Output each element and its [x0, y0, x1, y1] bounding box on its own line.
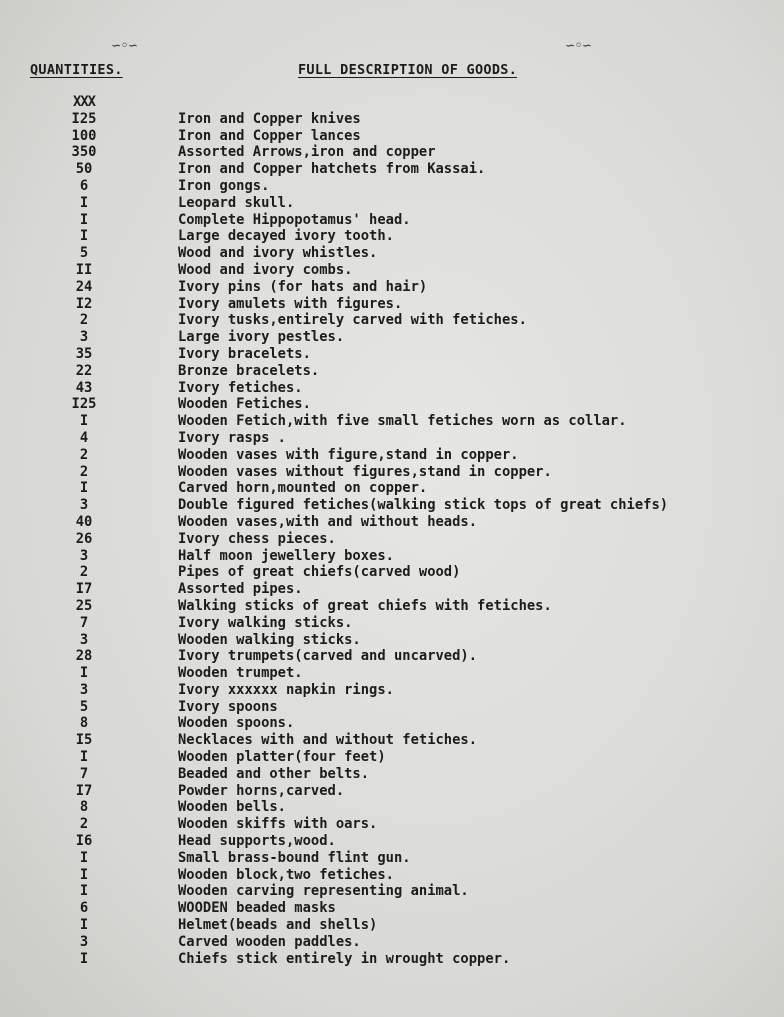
- description-cell: Iron and Copper knives: [178, 110, 361, 127]
- description-cell: Bronze bracelets.: [178, 362, 320, 379]
- description-cell: Wooden trumpet.: [178, 665, 303, 682]
- description-cell: Carved horn,mounted on copper.: [178, 480, 428, 497]
- list-item: [0, 413, 784, 430]
- quantity-cell: I7: [75, 782, 93, 799]
- quantity-cell: 3: [79, 631, 89, 648]
- quantity-cell: 7: [79, 765, 89, 782]
- description-cell: Large decayed ivory tooth.: [178, 228, 394, 245]
- quantity-cell: 2: [79, 446, 89, 463]
- quantity-cell: I: [79, 749, 89, 766]
- list-item: [0, 732, 784, 749]
- quantity-cell: 26: [75, 530, 93, 547]
- description-cell: Small brass-bound flint gun.: [178, 849, 411, 866]
- description-cell: Walking sticks of great chiefs with fetiches.: [178, 597, 552, 614]
- description-cell: Wooden carving representing animal.: [178, 883, 469, 900]
- list-item: [0, 480, 784, 497]
- list-item: [0, 228, 784, 245]
- quantity-cell: 22: [75, 362, 93, 379]
- quantity-cell: 6: [79, 900, 89, 917]
- description-cell: Assorted Arrows,iron and copper: [178, 144, 436, 161]
- list-item: [0, 363, 784, 380]
- description-cell: Carved wooden paddles.: [178, 933, 361, 950]
- list-item: [0, 262, 784, 279]
- quantity-cell: 2: [79, 463, 89, 480]
- description-cell: Large ivory pestles.: [178, 329, 345, 346]
- quantity-cell: II: [75, 261, 93, 278]
- quantity-cell: I: [79, 950, 89, 967]
- quantity-cell: 2: [79, 816, 89, 833]
- list-item: [0, 665, 784, 682]
- quantity-cell: 100: [71, 127, 97, 144]
- list-item: [0, 564, 784, 581]
- description-cell: Necklaces with and without fetiches.: [178, 732, 478, 749]
- quantity-cell: I5: [75, 732, 93, 749]
- goods-list: [0, 94, 784, 967]
- quantity-cell: I: [79, 665, 89, 682]
- list-item: [0, 749, 784, 766]
- description-cell: Ivory bracelets.: [178, 345, 311, 362]
- quantity-cell: I: [79, 849, 89, 866]
- quantity-cell: 28: [75, 648, 93, 665]
- quantity-cell: 6: [79, 177, 89, 194]
- description-cell: Iron and Copper lances: [178, 127, 361, 144]
- description-cell: Assorted pipes.: [178, 581, 303, 598]
- quantity-cell: 2: [79, 564, 89, 581]
- list-item: [0, 951, 784, 968]
- list-item: [0, 917, 784, 934]
- description-cell: Wooden skiffs with oars.: [178, 816, 378, 833]
- list-item: [0, 212, 784, 229]
- quantity-cell: I: [79, 866, 89, 883]
- description-cell: Iron and Copper hatchets from Kassai.: [178, 161, 486, 178]
- punch-hole-mark: ∽◦∽: [112, 38, 138, 54]
- list-item: [0, 632, 784, 649]
- quantity-cell: I2: [75, 295, 93, 312]
- quantity-cell: 24: [75, 278, 93, 295]
- description-cell: Ivory trumpets(carved and uncarved).: [178, 648, 478, 665]
- description-cell: Ivory amulets with figures.: [178, 295, 403, 312]
- quantity-cell: I: [79, 917, 89, 934]
- quantity-cell: 3: [79, 933, 89, 950]
- description-cell: Iron gongs.: [178, 177, 270, 194]
- list-item: [0, 94, 784, 111]
- quantity-cell: 7: [79, 614, 89, 631]
- description-heading: FULL DESCRIPTION OF GOODS.: [298, 62, 518, 78]
- description-cell: Ivory rasps .: [178, 429, 286, 446]
- list-item: [0, 883, 784, 900]
- description-cell: Ivory pins (for hats and hair): [178, 278, 428, 295]
- list-item: [0, 833, 784, 850]
- list-item: [0, 296, 784, 313]
- description-cell: Wooden platter(four feet): [178, 749, 386, 766]
- description-cell: Complete Hippopotamus' head.: [178, 211, 411, 228]
- list-item: [0, 867, 784, 884]
- list-item: [0, 514, 784, 531]
- list-item: [0, 682, 784, 699]
- list-item: [0, 699, 784, 716]
- description-cell: Pipes of great chiefs(carved wood): [178, 564, 461, 581]
- list-item: [0, 111, 784, 128]
- quantity-cell: I: [79, 413, 89, 430]
- list-item: [0, 648, 784, 665]
- description-cell: Head supports,wood.: [178, 833, 336, 850]
- description-cell: WOODEN beaded masks: [178, 900, 336, 917]
- quantity-cell: 350: [71, 144, 97, 161]
- quantity-cell: I: [79, 194, 89, 211]
- list-item: [0, 312, 784, 329]
- description-cell: Double figured fetiches(walking stick tops of great chiefs): [178, 497, 669, 514]
- list-item: [0, 715, 784, 732]
- punch-hole-mark: ∽◦∽: [566, 38, 592, 54]
- description-cell: Wooden block,two fetiches.: [178, 866, 394, 883]
- list-item: [0, 396, 784, 413]
- list-item: [0, 464, 784, 481]
- list-item: [0, 615, 784, 632]
- quantity-cell: I: [79, 211, 89, 228]
- list-item: [0, 430, 784, 447]
- quantity-cell: 5: [79, 245, 89, 262]
- description-cell: Ivory xxxxxx napkin rings.: [178, 681, 394, 698]
- quantity-cell: 3: [79, 681, 89, 698]
- description-cell: Leopard skull.: [178, 194, 295, 211]
- quantity-cell: I: [79, 228, 89, 245]
- quantity-cell: 2: [79, 312, 89, 329]
- quantities-heading: QUANTITIES.: [30, 62, 123, 78]
- list-item: [0, 346, 784, 363]
- description-cell: Wooden Fetich,with five small fetiches worn as collar.: [178, 413, 627, 430]
- quantity-cell: 8: [79, 715, 89, 732]
- list-item: [0, 934, 784, 951]
- description-cell: Half moon jewellery boxes.: [178, 547, 394, 564]
- description-cell: Wooden walking sticks.: [178, 631, 361, 648]
- quantity-cell: 25: [75, 597, 93, 614]
- quantity-cell: I7: [75, 581, 93, 598]
- list-item: [0, 766, 784, 783]
- quantity-cell: I25: [71, 110, 97, 127]
- description-cell: Wooden spoons.: [178, 715, 295, 732]
- quantity-cell: 43: [75, 379, 93, 396]
- description-cell: Wooden Fetiches.: [178, 396, 311, 413]
- list-item: [0, 161, 784, 178]
- description-cell: Ivory walking sticks.: [178, 614, 353, 631]
- description-cell: Helmet(beads and shells): [178, 917, 378, 934]
- list-item: [0, 598, 784, 615]
- quantity-cell: 8: [79, 799, 89, 816]
- quantity-cell: 35: [75, 345, 93, 362]
- list-item: [0, 329, 784, 346]
- quantity-cell: 3: [79, 547, 89, 564]
- description-cell: Beaded and other belts.: [178, 765, 370, 782]
- description-cell: Wooden bells.: [178, 799, 286, 816]
- quantity-cell: XXX: [73, 94, 95, 110]
- description-cell: Chiefs stick entirely in wrought copper.: [178, 950, 511, 967]
- quantity-cell: I: [79, 883, 89, 900]
- list-item: [0, 245, 784, 262]
- list-item: [0, 178, 784, 195]
- description-cell: Wooden vases with figure,stand in copper.: [178, 446, 519, 463]
- quantity-cell: 50: [75, 161, 93, 178]
- description-cell: Wood and ivory combs.: [178, 261, 353, 278]
- quantity-cell: I6: [75, 833, 93, 850]
- description-cell: Ivory tusks,entirely carved with fetiches.: [178, 312, 527, 329]
- list-item: [0, 195, 784, 212]
- list-item: [0, 850, 784, 867]
- description-cell: Ivory chess pieces.: [178, 530, 336, 547]
- list-item: [0, 380, 784, 397]
- quantity-cell: I: [79, 480, 89, 497]
- description-cell: Wooden vases,with and without heads.: [178, 513, 478, 530]
- list-item: [0, 128, 784, 145]
- list-item: [0, 816, 784, 833]
- quantity-cell: 5: [79, 698, 89, 715]
- list-item: [0, 783, 784, 800]
- list-item: [0, 799, 784, 816]
- description-cell: Powder horns,carved.: [178, 782, 345, 799]
- list-item: [0, 548, 784, 565]
- list-item: [0, 581, 784, 598]
- quantity-cell: 3: [79, 329, 89, 346]
- list-item: [0, 497, 784, 514]
- quantity-cell: 4: [79, 429, 89, 446]
- description-cell: Ivory spoons: [178, 698, 278, 715]
- list-item: [0, 531, 784, 548]
- quantity-cell: 3: [79, 497, 89, 514]
- description-cell: Wooden vases without figures,stand in copper.: [178, 463, 552, 480]
- description-cell: Wood and ivory whistles.: [178, 245, 378, 262]
- list-item: [0, 900, 784, 917]
- list-item: [0, 447, 784, 464]
- description-cell: Ivory fetiches.: [178, 379, 303, 396]
- list-item: [0, 279, 784, 296]
- quantity-cell: 40: [75, 513, 93, 530]
- quantity-cell: I25: [71, 396, 97, 413]
- list-item: [0, 144, 784, 161]
